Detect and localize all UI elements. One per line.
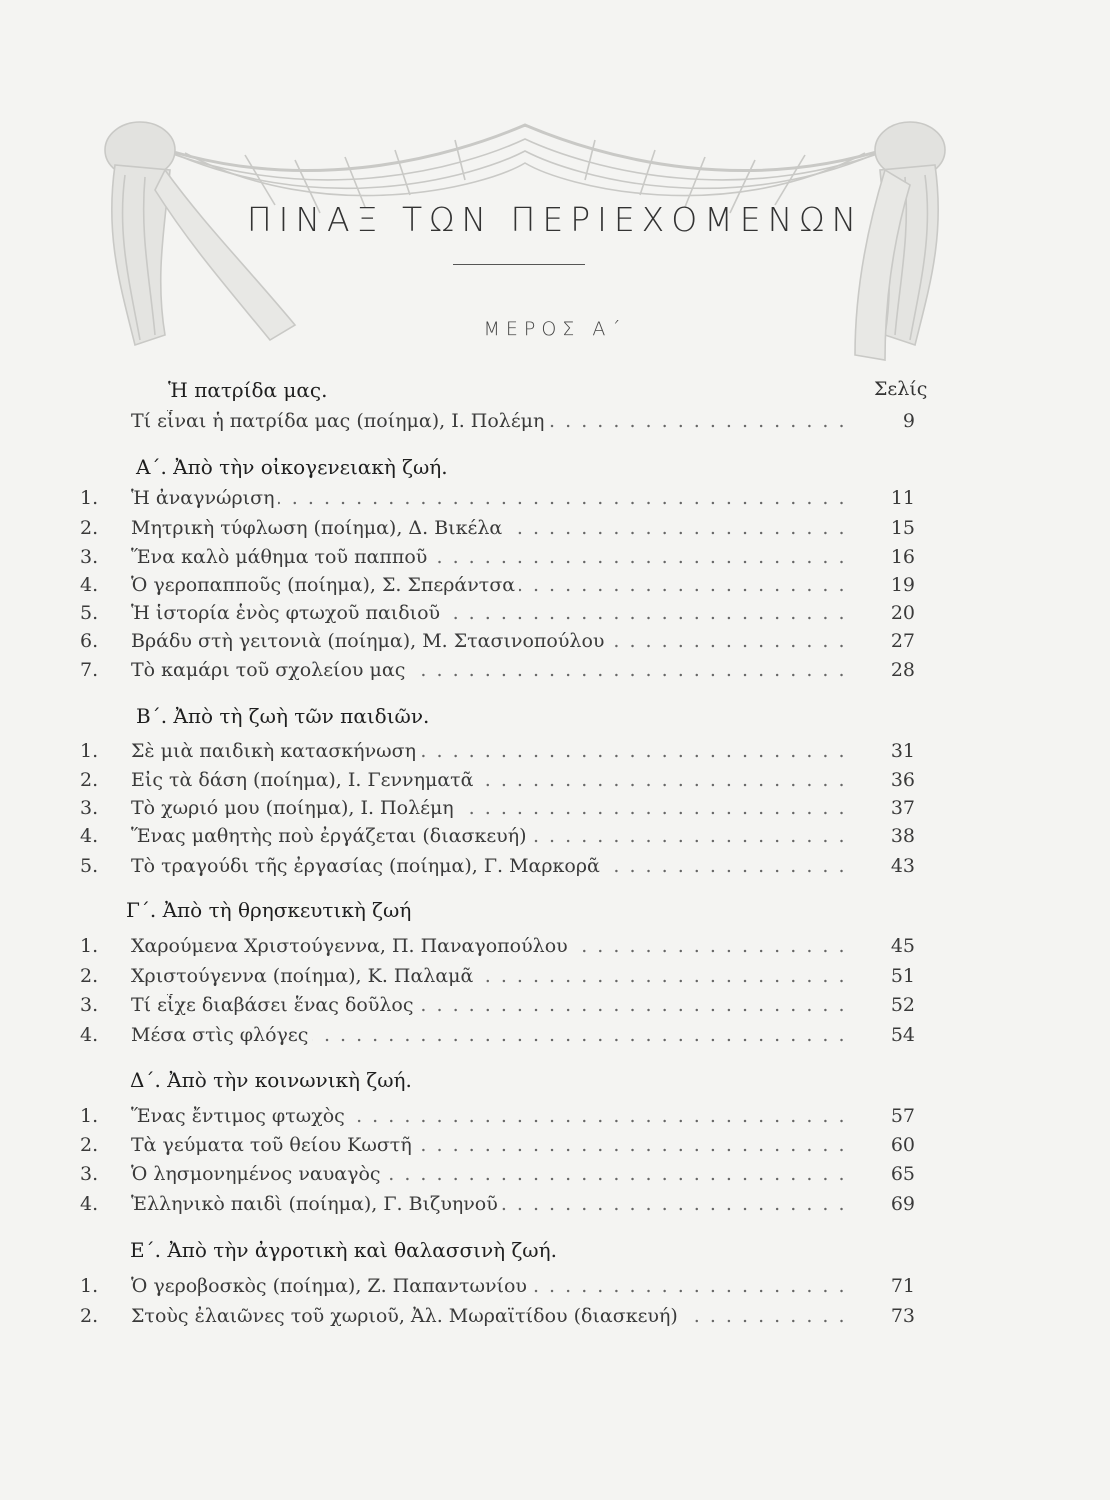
toc-entry: 2. Εἰς τὰ δάση (ποίημα), Ι. Γεννηματᾶ . . . 36 <box>80 769 915 797</box>
drapery-ornament <box>95 95 955 395</box>
toc-entry: 4. Ἑλληνικὸ παιδὶ (ποίημα), Γ. Βιζυηνοῦ . . . 69 <box>80 1193 915 1221</box>
toc-entry: 1. Χαρούμενα Χριστούγεννα, Π. Παναγοπούλου . . . 45 <box>80 935 915 963</box>
intro-heading: Ἡ πατρίδα μας. <box>168 378 328 402</box>
toc-entry: 3. Ἕνα καλὸ μάθημα τοῦ παπποῦ . . . 16 <box>80 546 915 574</box>
toc-entry: 6. Βράδυ στὴ γειτονιὰ (ποίημα), Μ. Στασινοπούλου . . . 27 <box>80 630 915 658</box>
toc-entry: 4. Ὁ γεροπαπποῦς (ποίημα), Σ. Σπεράντσα . . . 19 <box>80 574 915 602</box>
toc-entry: 3. Τὸ χωριό μου (ποίημα), Ι. Πολέμη . . . 37 <box>80 797 915 825</box>
toc-entry: 1. Σὲ μιὰ παιδικὴ κατασκήνωση . . . 31 <box>80 740 915 768</box>
toc-entry: 2. Τὰ γεύματα τοῦ θείου Κωστῆ . . . 60 <box>80 1134 915 1162</box>
section-heading: Γ΄. Ἀπὸ τὴ θρησκευτικὴ ζωή <box>126 898 412 922</box>
toc-entry: 5. Τὸ τραγούδι τῆς ἐργασίας (ποίημα), Γ. Μαρκορᾶ . . . 43 <box>80 855 915 883</box>
toc-entry: 4. Ἕνας μαθητὴς ποὺ ἐργάζεται (διασκευή) . . . 38 <box>80 825 915 853</box>
part-heading: ΜΕΡΟΣ Α΄ <box>483 318 627 340</box>
pages-column-label: Σελίς <box>874 378 928 400</box>
toc-entry: 1. Ὁ γεροβοσκὸς (ποίημα), Ζ. Παπαντωνίου . . . 71 <box>80 1275 915 1303</box>
toc-entry: 4. Μέσα στὶς φλόγες . . . 54 <box>80 1024 915 1052</box>
toc-entry: 5. Ἡ ἱστορία ἑνὸς φτωχοῦ παιδιοῦ . . . 20 <box>80 602 915 630</box>
toc-entry: 1. Ἕνας ἔντιμος φτωχὸς . . . 57 <box>80 1105 915 1133</box>
toc-entry: 7. Τὸ καμάρι τοῦ σχολείου μας . . . 28 <box>80 659 915 687</box>
entry-page: 9 <box>902 410 915 432</box>
title-divider <box>453 264 585 265</box>
toc-entry: 3. Ὁ λησμονημένος ναυαγὸς . . . 65 <box>80 1163 915 1191</box>
section-heading: Α΄. Ἀπὸ τὴν οἰκογενειακὴ ζωή. <box>136 455 448 479</box>
toc-entry: 2. Στοὺς ἐλαιῶνες τοῦ χωριοῦ, Ἀλ. Μωραϊτίδου (διασκευή) . . . 73 <box>80 1305 915 1333</box>
toc-entry: 1. Ἡ ἀναγνώριση . . . 11 <box>80 487 915 515</box>
toc-entry: 3. Τί εἶχε διαβάσει ἕνας δοῦλος . . . 52 <box>80 994 915 1022</box>
entry-title: Τί εἶναι ἡ πατρίδα μας (ποίημα), Ι. Πολέμη <box>131 410 548 432</box>
page-title: ΠΙΝΑΞ ΤΩΝ ΠΕΡΙΕΧΟΜΕΝΩΝ <box>246 200 864 239</box>
section-heading: Β΄. Ἀπὸ τὴ ζωὴ τῶν παιδιῶν. <box>136 704 430 728</box>
section-heading: Ε΄. Ἀπὸ τὴν ἀγροτικὴ καὶ θαλασσινὴ ζωή. <box>130 1238 557 1262</box>
toc-entry <box>80 410 915 438</box>
toc-entry: 2. Μητρικὴ τύφλωση (ποίημα), Δ. Βικέλα . . . 15 <box>80 517 915 545</box>
section-heading: Δ΄. Ἀπὸ τὴν κοινωνικὴ ζωή. <box>130 1068 412 1092</box>
toc-entry: 2. Χριστούγεννα (ποίημα), Κ. Παλαμᾶ . . . 51 <box>80 965 915 993</box>
